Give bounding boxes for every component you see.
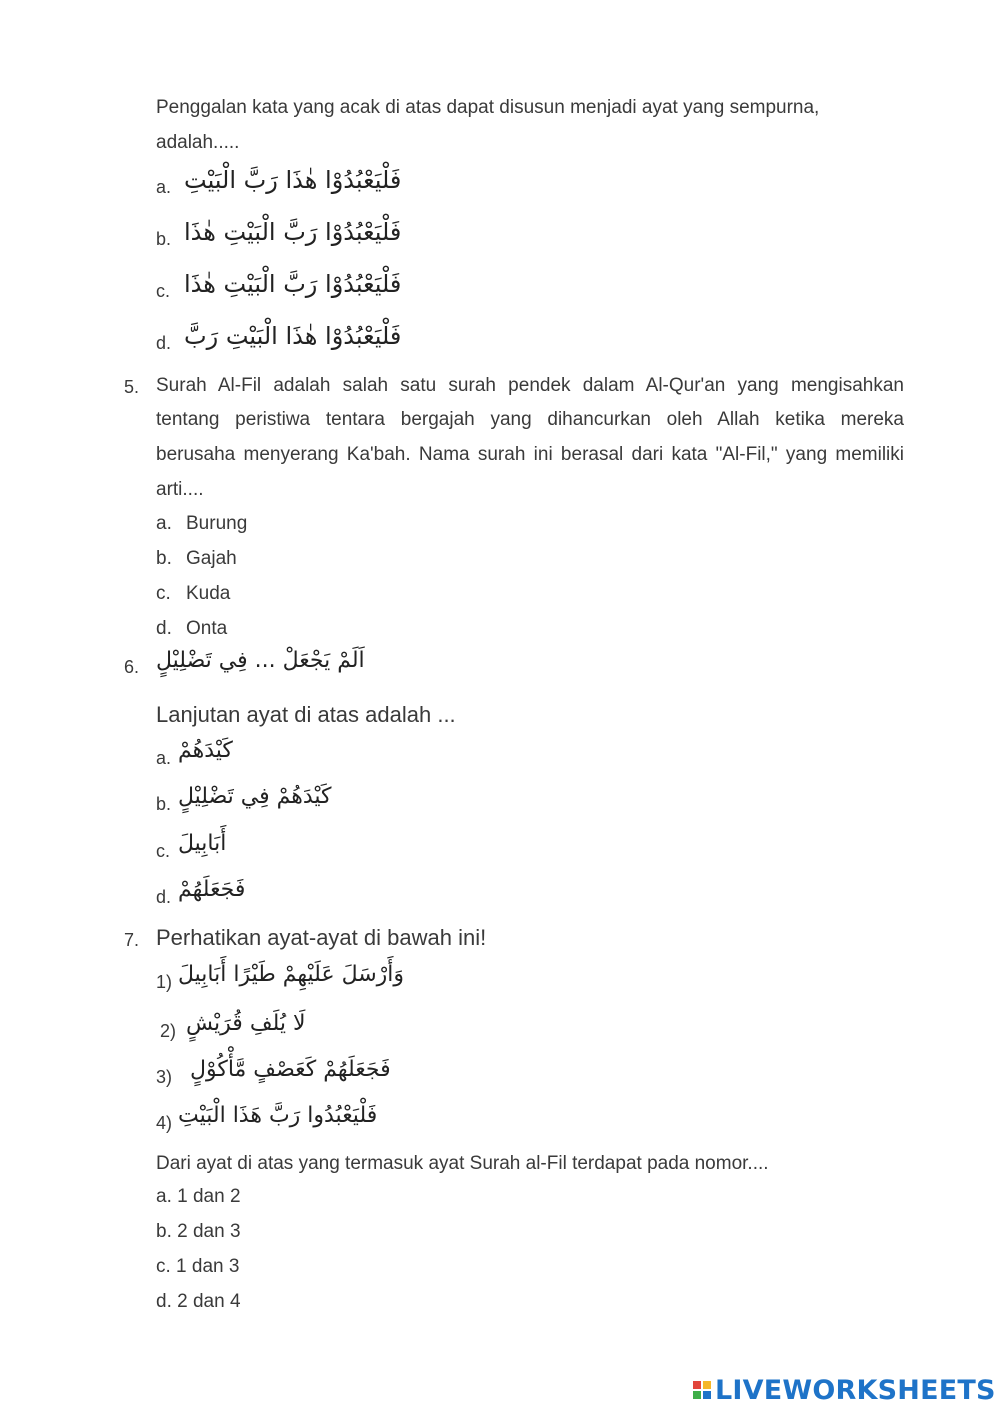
q5-stem-line-2: tentang peristiwa tentara bergajah yang dihancurkan oleh Allah ketika mereka — [156, 409, 904, 430]
q4-stem-line-1: Penggalan kata yang acak di atas dapat disusun menjadi ayat yang sempurna, — [156, 97, 820, 118]
q5-option-b[interactable] — [156, 542, 237, 576]
q5-option-d[interactable] — [156, 612, 227, 646]
option-letter: c. — [156, 583, 171, 604]
q7-stem: Perhatikan ayat-ayat di bawah ini! — [156, 925, 487, 950]
verse-label: 3) — [156, 1067, 173, 1087]
option-letter: a. — [156, 513, 172, 534]
option-arabic-text: فَلْيَعْبُدُوْا هٰذَا الْبَيْتِ رَبَّ — [184, 322, 402, 350]
liveworksheets-logo[interactable] — [693, 1374, 996, 1406]
verse-arabic-text: فَلْيَعْبُدُوا رَبَّ هَذَا الْبَيْتِ — [178, 1103, 378, 1128]
option-text: Gajah — [186, 548, 237, 569]
option-arabic-text: فَجَعَلَهُمْ — [178, 877, 246, 902]
verse-arabic-text: لَا يُلَفِ قُرَيْشٍ — [186, 1011, 306, 1036]
q7-option-c[interactable]: c. 1 dan 3 — [156, 1256, 240, 1277]
q5-option-a[interactable] — [156, 507, 247, 541]
q6-stem: Lanjutan ayat di atas adalah ... — [156, 702, 456, 727]
option-letter: b. — [156, 548, 172, 569]
verse-label: 2) — [160, 1021, 177, 1041]
option-letter: d. — [156, 333, 172, 353]
q6-arabic-verse: اَلَمْ يَجْعَلْ ... فِي تَضْلِيْلٍ — [156, 648, 365, 673]
option-text: Onta — [186, 618, 228, 639]
q4-option-d[interactable] — [156, 322, 416, 360]
option-letter: c. — [156, 841, 171, 861]
q4-option-c[interactable] — [156, 270, 416, 308]
option-letter: a. — [156, 177, 172, 197]
q7-option-b[interactable]: b. 2 dan 3 — [156, 1221, 241, 1242]
q5-option-c[interactable] — [156, 577, 230, 611]
verse-label: 4) — [156, 1113, 173, 1133]
q7-option-a[interactable]: a. 1 dan 2 — [156, 1186, 241, 1207]
q6-number: 6. — [124, 657, 140, 677]
option-letter: d. — [156, 887, 172, 907]
q4-stem-line-2: adalah..... — [156, 132, 240, 153]
option-text: Burung — [186, 513, 248, 534]
option-letter: c. — [156, 281, 171, 301]
option-arabic-text: فَلْيَعْبُدُوْا هٰذَا رَبَّ الْبَيْتِ — [184, 166, 402, 194]
q4-option-a[interactable] — [156, 166, 416, 204]
option-arabic-text: فَلْيَعْبُدُوْا رَبَّ الْبَيْتِ هٰذَا — [184, 218, 402, 246]
option-text: Kuda — [186, 583, 231, 604]
verse-arabic-text: وَأَرْسَلَ عَلَيْهِمْ طَيْرًا أَبَابِيلَ — [178, 962, 405, 987]
q5-stem-line-4: arti.... — [156, 479, 204, 500]
option-letter: a. — [156, 748, 172, 768]
q4-option-b[interactable] — [156, 218, 416, 256]
option-arabic-text: كَيْدَهُمْ — [178, 738, 233, 763]
verse-label: 1) — [156, 972, 173, 992]
liveworksheets-logo-icon — [693, 1381, 711, 1399]
option-letter: b. — [156, 229, 172, 249]
option-arabic-text: كَيْدَهُمْ فِي تَضْلِيْلٍ — [178, 784, 332, 809]
option-letter: d. — [156, 618, 172, 639]
option-arabic-text: أَبَابِيلَ — [178, 831, 227, 856]
q7-option-d[interactable]: d. 2 dan 4 — [156, 1291, 241, 1312]
q7-question: Dari ayat di atas yang termasuk ayat Surah al-Fil terdapat pada nomor.... — [156, 1153, 769, 1174]
q5-number: 5. — [124, 377, 140, 397]
q7-number: 7. — [124, 930, 140, 950]
option-letter: b. — [156, 794, 172, 814]
q5-stem-line-1: Surah Al-Fil adalah salah satu surah pendek dalam Al-Qur'an yang mengisahkan — [156, 375, 904, 396]
q5-stem-line-3: berusaha menyerang Ka'bah. Nama surah ini berasal dari kata "Al-Fil," yang memiliki — [156, 444, 904, 465]
liveworksheets-logo-text: LIVEWORKSHEETS — [715, 1374, 996, 1406]
option-arabic-text: فَلْيَعْبُدُوْا رَبَّ الْبَيْتِ هٰذَا — [184, 270, 402, 298]
verse-arabic-text: فَجَعَلَهُمْ كَعَصْفٍ مَّأْكُوْلٍ — [190, 1057, 391, 1082]
